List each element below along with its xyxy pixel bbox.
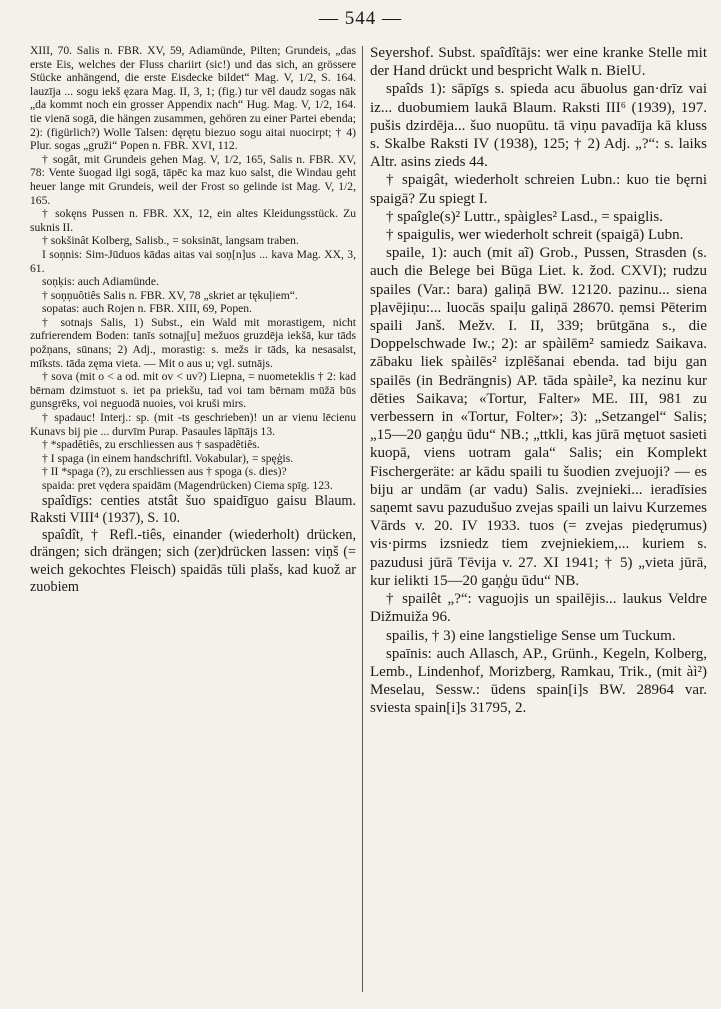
dictionary-entry: † soņņuôtiês Salis n. FBR. XV, 78 „skriet ar tękuļiem“. bbox=[42, 288, 298, 302]
dictionary-entry: † II *spaga (?), zu erschliessen aus † sроga (s. dies)? bbox=[42, 465, 287, 479]
dictionary-entry: spailis, † 3) eine langstielige Sense um Tuckum. bbox=[386, 627, 676, 644]
dictionary-entry: † spadauc! Interj.: sp. (mit -ts geschrieben)! un ar vienu lēcienu Kunavs bij pie ... durvīm Purap. Pasaules lāpītājs 13. bbox=[30, 411, 356, 438]
dictionary-entry: Seyershof. Subst. spaîdîtājs: wer eine kranke Stelle mit der Hand drückt und bespricht Walk n. BielU. bbox=[370, 45, 707, 80]
page-number: — 544 — bbox=[319, 8, 402, 29]
dictionary-entry: † sotnajs Salis, 1) Subst., ein Wald mit morastigem, nicht zufrierendem Boden: tanīs sotnaj[u] mežuos gruzdēja iekšā, kur tāds požņans, sūnans; 2) Adj., morastig: s. mežs ir tāds, ka nesasalst, mīksts. tāda zęma vieta. — Mit o aus u; vgl. sutnājs. bbox=[30, 315, 356, 370]
dictionary-entry: XIII, 70. Salis n. FBR. XV, 59, Adiamünde, Pilten; Grundeis, „das erste Eis, welches der Fluss chariirt (sic!) und das sich, an grössere Stücke anhängend, die erste Eisdecke bildet“ Mag. V, 1/2, S. 164. lauzīja ... sogu iekš ęzara Mag. II, 3, 1; (fig.) tur vēl daudz sogas nāk „da kommt noch ein grosser Appendix nach“ Hug. Mag. V, 1/2, 164. tie vienā sogā, die hängen zusammen, gehören zu einer Partei ebenda; 2): (figürlich?) Wolle Talsen: dęrętu biezuo sogu aitai nuocirpt; † 4) Plur. sogas „gruži“ Popen n. FBR. XVI, 112. bbox=[30, 44, 356, 153]
dictionary-entry: † spailêt „?“: vaguojis un spailējis... laukus Veldre Dižmuiža 96. bbox=[370, 591, 707, 626]
left-column bbox=[30, 44, 356, 596]
dictionary-entry: spaile, 1): auch (mit aĩ) Grob., Pussen, Strasden (s. auch die Belege bei Būga Liet. k. žod. CXVI); rudzu spailes (Var.: bara) galiņā BW. 12120. pazinu... siena pļavējiņu:... luocās spaiļu galiņā 28670. ņemsi Pēterim spaili Janš. Mežv. I. II, 339; brūtgāna s., die Doppelschwade Iw.; 2): ar spàilēm² samiedz Saikava. zābaku liek spàilēs² izplēšanai ebenda. tad biju gan spailēs (in Bedrängnis) AP. tāda spàile², ka nezinu kur dēties Saikava; «Tortur, Falter» ME. III, 981 zu verbessern in «Tortur, Folter»; 3): „Setzangel“ Salis; „15—20 gaņģu ūdu“ NB.; „ttkli, kas jūrā mętuot sasieti kuopā, viens uotram gala“ Salis; ein Komplekt Fischergeräte: ar kādu spaili tu šuodien zvejuoji? — es biju ar undām (ar vadu) Salis. zvejnieki... ieradīsies saņemt savu pazudušuo zvejas spaili un laivu Kurzemes Vārds v. 20. IV 1933. tuos (= zvejas piedęrumus) vis·pirms izsniedz tiem zvejniekiem,... kuriem s. pazudusi jūrā Tēvija v. 27. XI 1941; † 5) „vieta jūrā, kur ielikti 15—20 gaņģu ūdu“ NB. bbox=[370, 245, 707, 589]
dictionary-entry: † I spaga (in einem handschriftl. Vokabular), = spęģis. bbox=[42, 451, 294, 465]
right-column bbox=[370, 44, 707, 718]
dictionary-entry: † spaigulis, wer wiederholt schreit (spaigā) Lubn. bbox=[386, 227, 684, 244]
dictionary-entry: † sokšinât Kolberg, Salisb., = soksināt, langsam traben. bbox=[42, 234, 299, 248]
dictionary-entry: I soņnis: Sim-Jūduos kādas aitas vai soņ[n]us ... kava Mag. XX, 3, 61. bbox=[30, 247, 356, 275]
dictionary-entry: † sokęns Pussen n. FBR. XX, 12, ein altes Kleidungsstück. Zu suknis II. bbox=[30, 207, 356, 234]
dictionary-entry: sopatas: auch Rojen n. FBR. XIII, 69, Popen. bbox=[42, 302, 252, 316]
dictionary-entry: † spaîgle(s)² Luttr., spàigles² Lasd., = spaiglis. bbox=[386, 208, 664, 225]
dictionary-entry: † *spadêtiês, zu erschliessen aus † saspadêtiês. bbox=[42, 438, 260, 452]
dictionary-entry: spaīnis: auch Allasch, AP., Grünh., Kegeln, Kolberg, Lemb., Lindenhof, Morizberg, Ramkau, Trik., (mit àì²) Meselau, Sessw.: ūdens spain[i]s BW. 28964 var. sviesta spain[i]s 31795, 2. bbox=[370, 645, 707, 717]
dictionary-entry: † spaigât, wiederholt schreien Lubn.: kuo tie bęrni spaigā? Zu spiegt I. bbox=[370, 172, 707, 207]
dictionary-entry: spaida: pret vędera spaidām (Magendrücken) Ciema spīg. 123. bbox=[42, 479, 333, 492]
dictionary-entry: soņķis: auch Adiamünde. bbox=[42, 275, 159, 289]
dictionary-entry: † sova (mit o < a od. mit ov < uv?) Liepna, = nuometeklis † 2: kad bērnam dzimstuot s. iet pa priekšu, tad voi tam bērnam mūžā būs gunsgrēks, voi neguodā nuoies, voi kruši mirs. bbox=[30, 370, 356, 411]
dictionary-entry: † sogât, mit Grundeis gehen Mag. V, 1/2, 165, Salis n. FBR. XV, 78: Vente šuogad ilgi sogā, tāpēc ka maz kuo salst, die Windau geht heuer lange mit Grundeis, weil der Frost so gelinde ist Mag. V, 1/2, 165. bbox=[30, 152, 356, 207]
dictionary-entry: spaîds 1): sāpīgs s. spieda acu ābuolus gan·drīz vai iz... duobumiem laukā Blaum. Raksti III⁶ (1939), 197. pušis dzirdēja... šuo nuopūtu. tā viņu pavadīja kā kluss s. Skalbe Raksti IV (1938), 125; † 2) Adj. „?“: s. laiks Altr. asins zieds 44. bbox=[370, 81, 707, 171]
dictionary-entry: spaîdît, † Refl.-tiês, einander (wiederholt) drücken, drängen; sich drängen; sich (zer)drücken lassen: viņš (= weich gekochtes Fleisch) spaidās tūli plašs, kad kuož ar zuobiem bbox=[30, 527, 356, 596]
dictionary-entry: spaîdīgs: centies atstât šuo spaidīguo gaisu Blaum. Raksti VIII⁴ (1937), S. 10. bbox=[30, 492, 356, 526]
column-divider bbox=[362, 46, 363, 992]
